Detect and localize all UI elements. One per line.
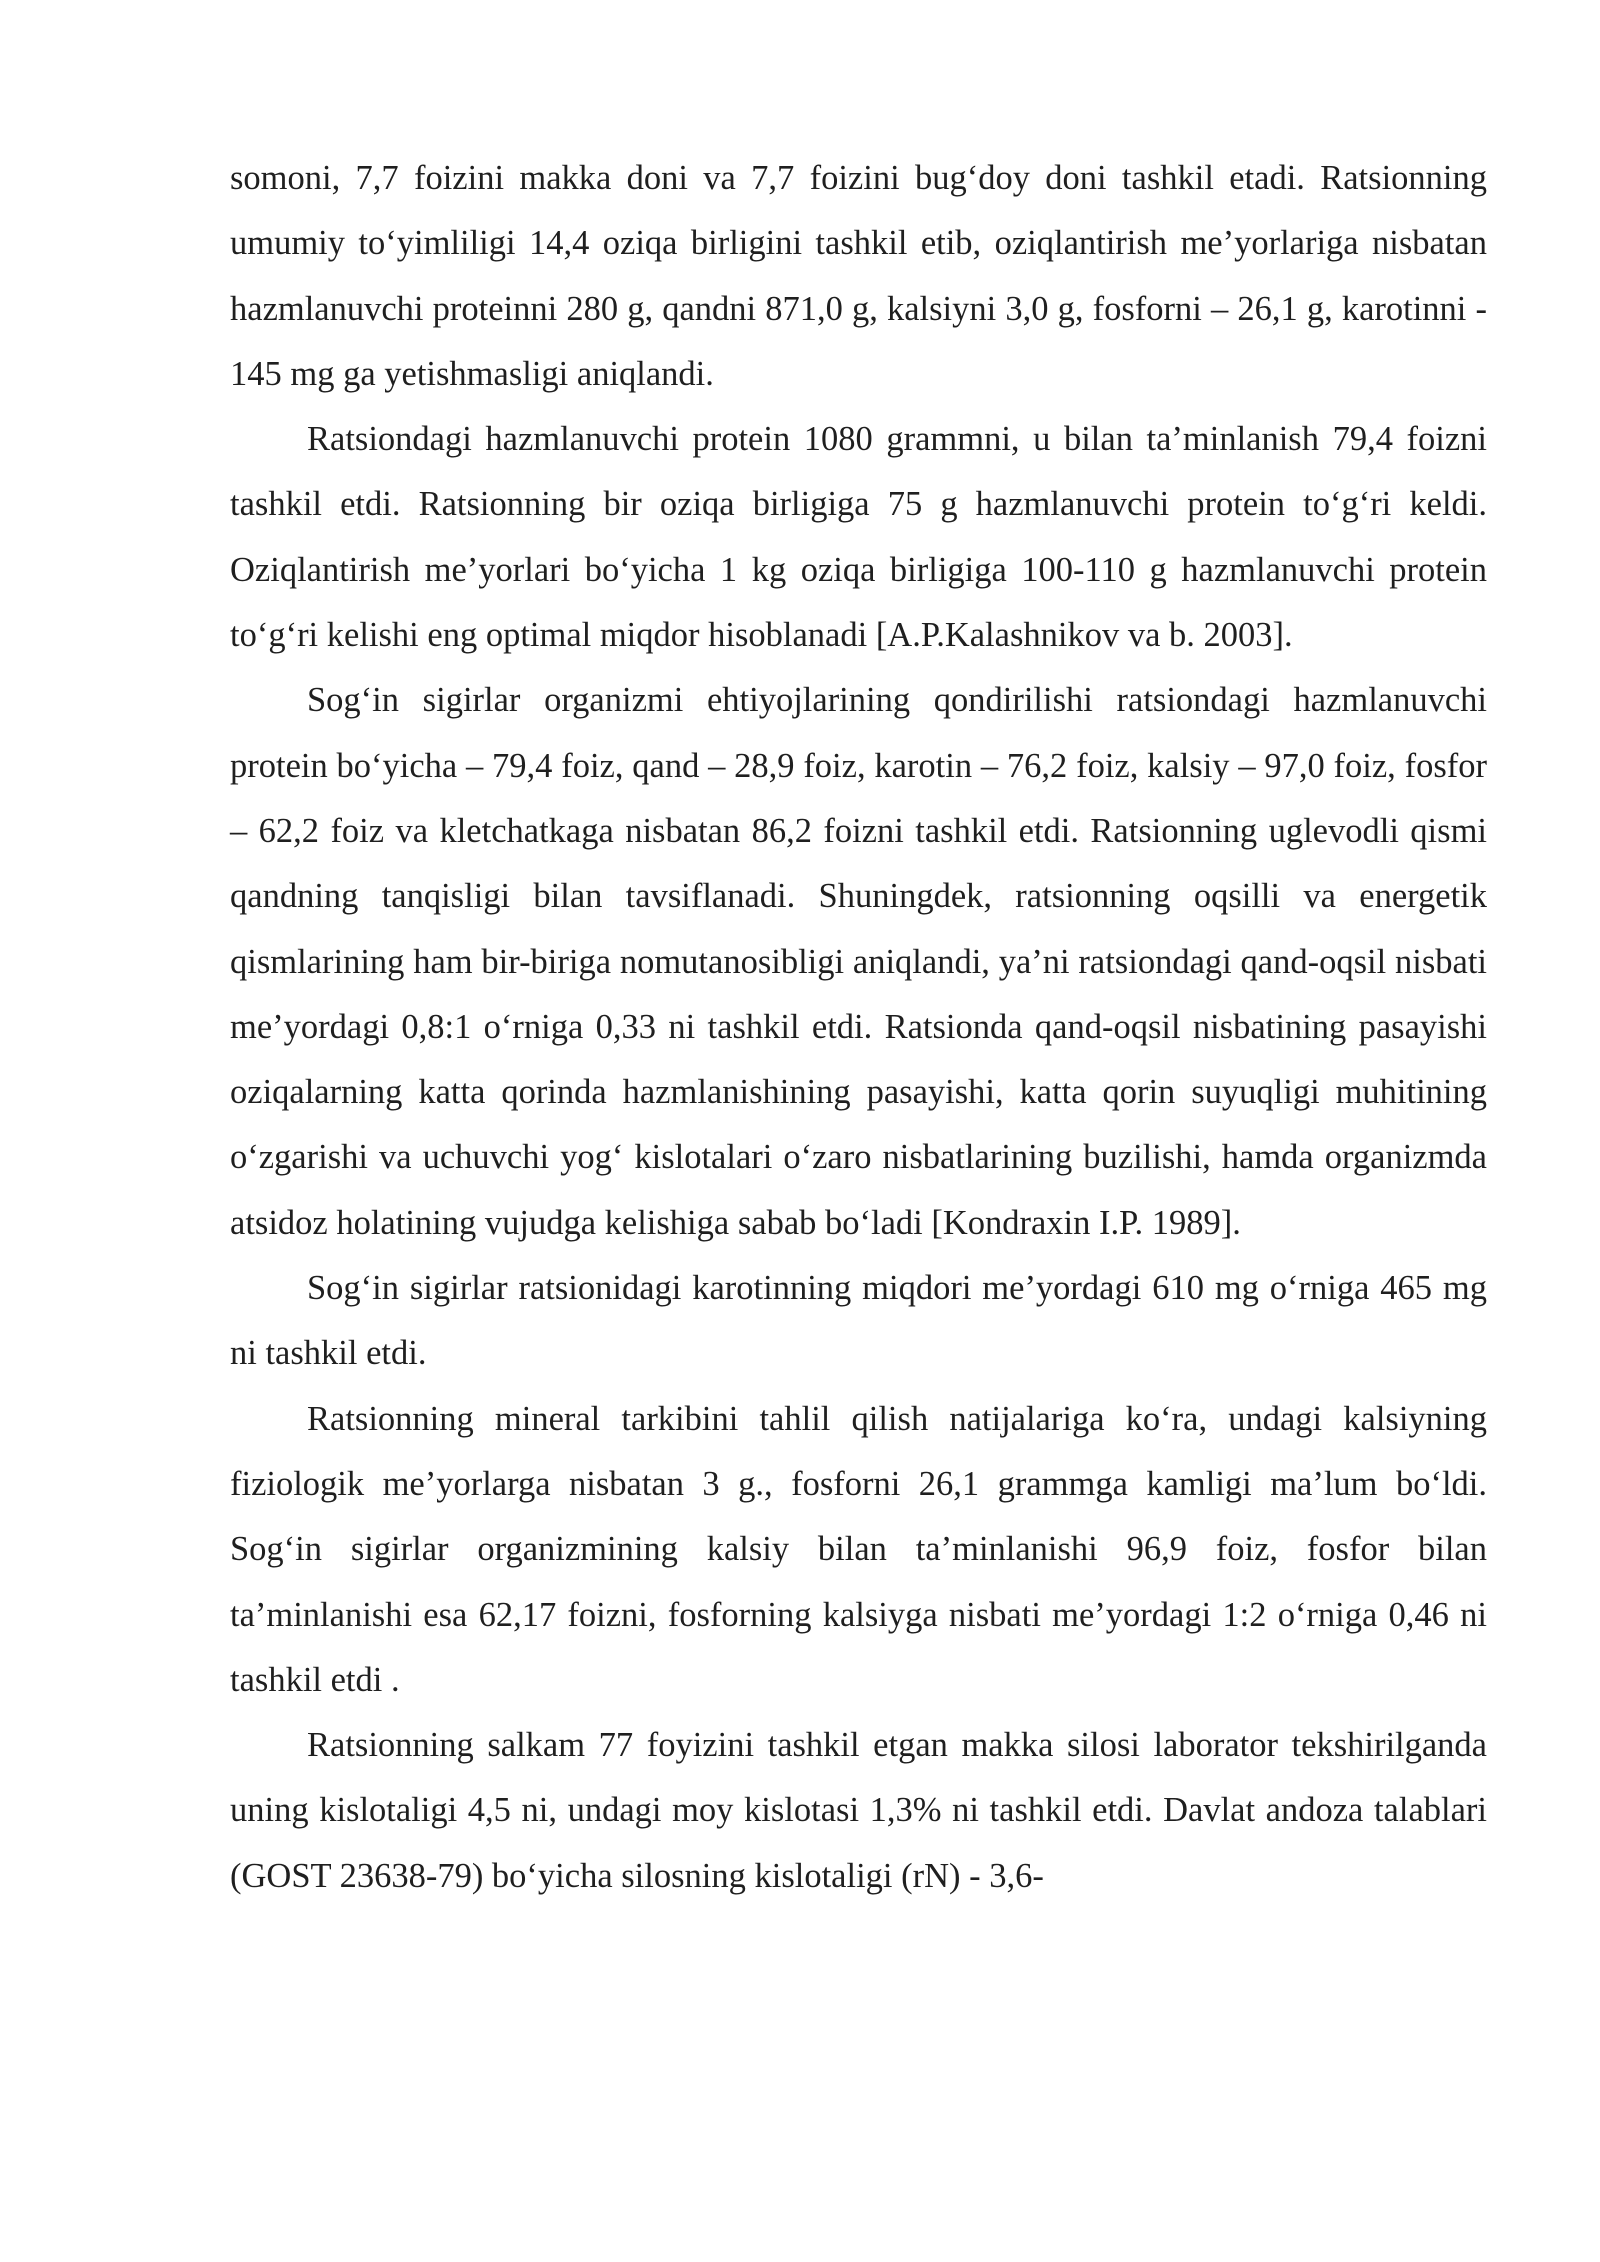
paragraph-silage: Ratsionning salkam 77 foyizini tashkil etgan makka silosi laborator tekshirilganda uning kislotaligi 4,5 ni, undagi moy kislotasi 1,3% ni tashkil etdi. Davlat andoza talablari (GOST 23638-79) bo‘yicha silosning kislotaligi (rN) - 3,6- <box>230 1726 1487 1895</box>
paragraph-carotene: Sog‘in sigirlar ratsionidagi karotinning miqdori me’yordagi 610 mg o‘rniga 465 mg ni tashkil etdi. <box>230 1269 1487 1373</box>
paragraph-requirements: Sog‘in sigirlar organizmi ehtiyojlarining qondirilishi ratsiondagi hazmlanuvchi protein bo‘yicha – 79,4 foiz, qand – 28,9 foiz, karotin – 76,2 foiz, kalsiy – 97,0 foiz, fosfor – 62,2 foiz va kletchatkaga nisbatan 86,2 foizni tashkil etdi. Ratsionning uglevodli qismi qandning tanqisligi bilan tavsiflanadi. Shuningdek, ratsionning oqsilli va energetik qismlarining ham bir-biriga nomutanosibligi aniqlandi, ya’ni ratsiondagi qand-oqsil nisbati me’yordagi 0,8:1 o‘rniga 0,33 ni tashkil etdi. Ratsionda qand-oqsil nisbatining pasayishi oziqalarning katta qorinda hazmlanishining pasayishi, katta qorin suyuqligi muhitining o‘zgarishi va uchuvchi yog‘ kislotalari o‘zaro nisbatlarining buzilishi, hamda organizmda atsidoz holatining vujudga kelishiga sabab bo‘ladi [Kondraxin I.P. 1989]. <box>230 681 1487 1242</box>
paragraph-protein: Ratsiondagi hazmlanuvchi protein 1080 grammni, u bilan ta’minlanish 79,4 foizni tashkil etdi. Ratsionning bir oziqa birligiga 75 g hazmlanuvchi protein to‘g‘ri keldi. Oziqlantirish me’yorlari bo‘yicha 1 kg oziqa birligiga 100-110 g hazmlanuvchi protein to‘g‘ri kelishi eng optimal miqdor hisoblanadi [A.P.Kalashnikov va b. 2003]. <box>230 420 1487 655</box>
paragraph-minerals: Ratsionning mineral tarkibini tahlil qilish natijalariga ko‘ra, undagi kalsiyning fiziologik me’yorlarga nisbatan 3 g., fosforni 26,1 grammga kamligi ma’lum bo‘ldi. Sog‘in sigirlar organizmining kalsiy bilan ta’minlanishi 96,9 foiz, fosfor bilan ta’minlanishi esa 62,17 foizni, fosforning kalsiyga nisbati me’yordagi 1:2 o‘rniga 0,46 ni tashkil etdi . <box>230 1399 1487 1699</box>
paragraph-continuation: somoni, 7,7 foizini makka doni va 7,7 foizini bug‘doy doni tashkil etadi. Ratsionning umumiy to‘yimliligi 14,4 oziqa birligini tashkil etib, oziqlantirish me’yorlariga nisbatan hazmlanuvchi proteinni 280 g, qandni 871,0 g, kalsiyni 3,0 g, fosforni – 26,1 g, karotinni - 145 mg ga yetishmasligi aniqlandi. <box>230 159 1487 393</box>
document-body <box>230 146 1487 1909</box>
